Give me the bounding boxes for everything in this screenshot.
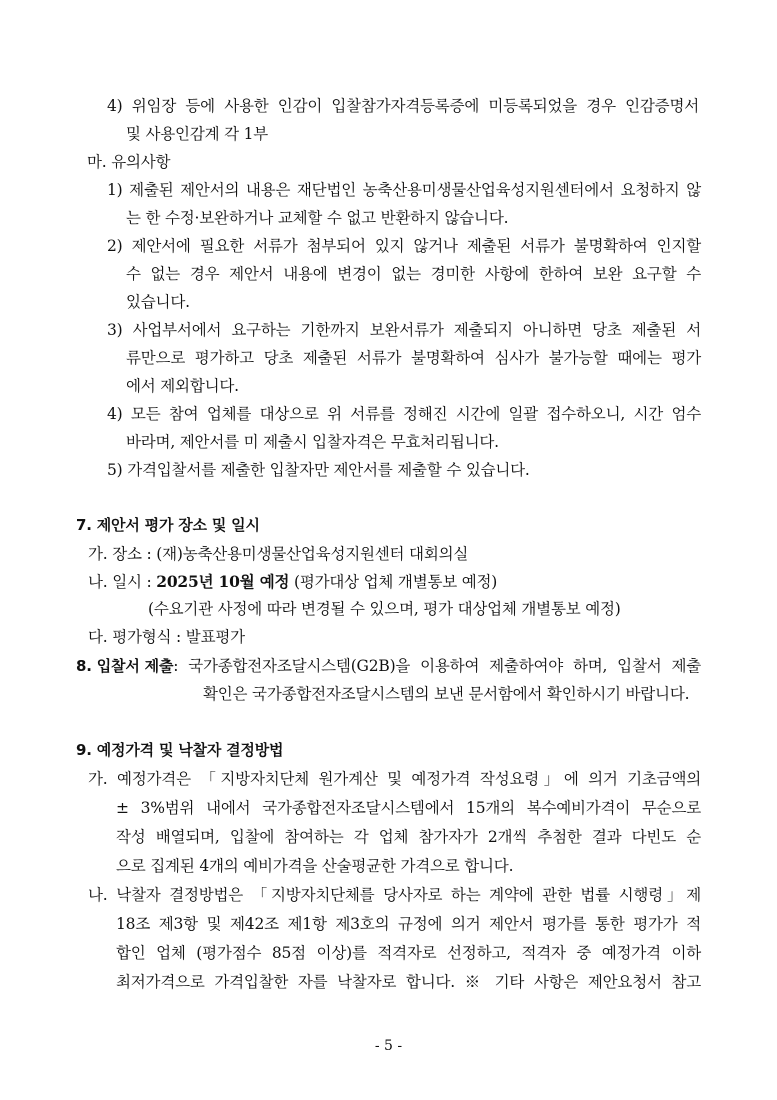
pricing-item-a: 가. 예정가격은 「지방자치단체 원가계산 및 예정가격 작성요령」에 의거 기초금액의 (88, 770, 701, 788)
section-title-pricing: 9. 예정가격 및 낙찰자 결정방법 (76, 741, 284, 759)
evaluation-place: 가. 장소 : (재)농축산용미생물산업육성지원센터 대회의실 (88, 545, 469, 563)
list-item-seal-1-cont: 및 사용인감계 각 1부 (126, 125, 269, 143)
pricing-item-b-cont-1: 18조 제3항 및 제42조 제1항 제3호의 규정에 의거 제안서 평가를 통한 평가가 적 (116, 915, 701, 933)
section-heading-notes: 마. 유의사항 (87, 153, 171, 171)
note-item-2-cont-a: 수 없는 경우 제안서 내용에 변경이 없는 경미한 사항에 한하여 보완 요구할 수 (126, 265, 701, 283)
list-item-seal-1: 4) 위임장 등에 사용한 인감이 입찰참가자격등록증에 미등록되었을 경우 인감증명서 (107, 97, 699, 115)
evaluation-date-value: 2025년 10월 예정 (156, 572, 290, 591)
note-item-4: 4) 모든 참여 업체를 대상으로 위 서류를 정해진 시간에 일괄 접수하오니, 시간 엄수 (107, 405, 701, 423)
note-item-3-cont-a: 류만으로 평가하고 당초 제출된 서류가 불명확하여 심사가 불가능할 때에는 평가 (126, 349, 701, 367)
evaluation-format: 다. 평가형식 : 발표평가 (88, 628, 245, 646)
evaluation-datetime-remark: (수요기관 사정에 따라 변경될 수 있으며, 평가 대상업체 개별통보 예정) (148, 600, 621, 618)
note-item-1-cont: 는 한 수정·보완하거나 교체할 수 없고 반환하지 않습니다. (126, 209, 509, 227)
bid-submission-text-cont: 확인은 국가종합전자조달시스템의 보낸 문서함에서 확인하시기 바랍니다. (203, 685, 690, 703)
note-item-5: 5) 가격입찰서를 제출한 입찰자만 제안서를 제출할 수 있습니다. (107, 461, 530, 479)
bid-submission-text: : 국가종합전자조달시스템(G2B)을 이용하여 제출하여야 하며, 입찰서 제출 (173, 657, 701, 675)
note-item-3-cont-b: 에서 제외합니다. (126, 377, 239, 395)
evaluation-datetime-note: (평가대상 업체 개별통보 예정) (289, 573, 498, 591)
pricing-item-b: 나. 낙찰자 결정방법은 「지방자치단체를 당사자로 하는 계약에 관한 법률 시행령」제 (88, 886, 701, 904)
note-item-4-cont: 바라며, 제안서를 미 제출시 입찰자격은 무효처리됩니다. (126, 433, 499, 451)
section-title-evaluation: 7. 제안서 평가 장소 및 일시 (76, 516, 260, 534)
section-bid-submission (76, 656, 701, 676)
evaluation-datetime-label: 나. 일시 : (88, 573, 157, 591)
note-item-2-cont-b: 있습니다. (126, 293, 190, 311)
note-item-1: 1) 제출된 제안서의 내용은 재단법인 농축산용미생물산업육성지원센터에서 요청하지 않 (107, 181, 701, 199)
page-number: - 5 - (374, 1038, 403, 1054)
pricing-item-a-cont-3: 으로 집계된 4개의 예비가격을 산술평균한 가격으로 합니다. (116, 857, 514, 875)
evaluation-datetime (88, 572, 497, 592)
pricing-item-a-cont-2: 작성 배열되며, 입찰에 참여하는 각 업체 참가자가 2개씩 추첨한 결과 다빈도 순 (116, 828, 701, 846)
note-item-2: 2) 제안서에 필요한 서류가 첨부되어 있지 않거나 제출된 서류가 불명확하여 인지할 (107, 237, 701, 255)
note-item-3: 3) 사업부서에서 요구하는 기한까지 보완서류가 제출되지 아니하면 당초 제출된 서 (107, 321, 701, 339)
section-title-bid-submission: 8. 입찰서 제출 (76, 657, 174, 675)
pricing-item-b-cont-3: 최저가격으로 가격입찰한 자를 낙찰자로 합니다. ※ 기타 사항은 제안요청서 참고 (116, 973, 701, 991)
pricing-item-a-cont-1: ± 3%범위 내에서 국가종합전자조달시스템에서 15개의 복수예비가격이 무순으로 (116, 799, 701, 817)
pricing-item-b-cont-2: 합인 업체 (평가점수 85점 이상)를 적격자로 선정하고, 적격자 중 예정가격 이하 (116, 944, 701, 962)
